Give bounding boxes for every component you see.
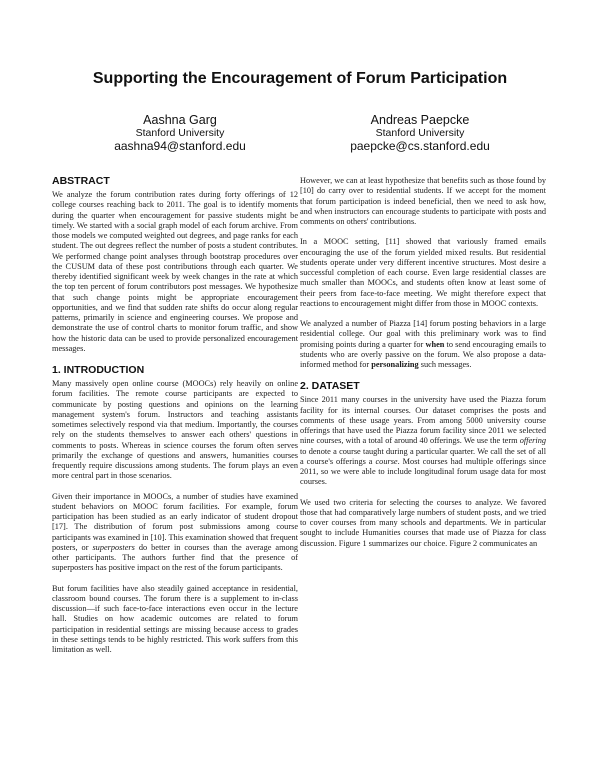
dataset-paragraph-1: Since 2011 many courses in the university have used the Piazza forum facility for its internal courses. Our dataset comprises the posts and comments of these usage years. From among 5000 university course offerings that have used the Piazza forum facility since 2011 we selected nine courses, with a total of around 40 offerings. We use the term offering to denote a course taught during a particular quarter. We call the set of all a course's offerings a course. Most courses had multiple offerings since 2011, so we were able to include longitudinal forum usage data for most courses. xyxy=(300,395,546,487)
emphasis-offering: offering xyxy=(519,436,546,446)
emphasis-when: when xyxy=(425,339,445,349)
right-column xyxy=(300,176,546,746)
emphasis-course: course xyxy=(375,456,398,466)
emphasis-personalizing: personalizing xyxy=(371,360,419,369)
intro-paragraph-6: We analyzed a number of Piazza [14] forum posting behaviors in a large residential college. Our goal with this preliminary work was to find promising points during a quarter for when to send encouraging emails to students who are overly passive on the forum. We also propose a data-informed method for personalizing such messages. xyxy=(300,319,546,369)
abstract-text: We analyze the forum contribution rates during forty offerings of 12 college courses reaching back to 2011. The goal is to identify moments during the quarter when encouragement for passive students might be timely. We started with a social graph model of each forum archive. From those models we computed weighted out degrees, and page ranks for each student. The out degrees reflect the number of posts a student contributes. We performed change point analyses through bootstrap procedures over the CUSUM data of these post contributions through each quarter. We thereby identified significant week by week changes in the rate at which the top ten percent of forum contributors post messages. We hypothesize that such change points might be appropriate encouragement opportunities, and we find that sudden rate shifts do occur along regular patterns, primarily in science and engineering courses. We propose and demonstrate the use of control charts to monitor forum traffic, and show how the historic data can be used to provide personalized encouragement messages. xyxy=(52,190,298,353)
author-name: Aashna Garg xyxy=(143,113,217,127)
abstract-heading: ABSTRACT xyxy=(52,175,110,187)
author-name: Andreas Paepcke xyxy=(370,113,470,127)
intro-paragraph-4: However, we can at least hypothesize that benefits such as those found by [10] do carry over to residential students. If we accept for the moment that forum participation is indeed beneficial, then we need to ask how, and when instructors can encourage students to participate with posts and comments on others' contributions. xyxy=(300,176,546,226)
author-affiliation: Stanford University xyxy=(135,127,225,139)
author-affiliation: Stanford University xyxy=(375,127,465,139)
dataset-heading: 2. DATASET xyxy=(300,380,360,393)
author-email: paepcke@cs.stanford.edu xyxy=(350,139,490,153)
intro-paragraph-5: In a MOOC setting, [11] showed that variously framed emails encouraging the use of the forum yielded mixed results. But residential students operate under very different incentive structures. Most desire a successful completion of each course. Even large residential classes are much smaller than MOOCs, and students often know at least some of their peers from face-to-face meeting. We might therefore expect that reactions to encouragement might differ from those in MOOC contexts. xyxy=(300,237,546,308)
author-email: aashna94@stanford.edu xyxy=(114,139,246,153)
intro-paragraph-2: Given their importance in MOOCs, a number of studies have examined student behaviors on MOOC forum facilities. For example, forum participation has been studied as an early indicator of student dropout [17]. The distribution of forum post submissions among course participants was examined in [10]. This examination showed that frequent posters, or superposters do better in courses than the average among other participants. The authors further find that the presence of superposters has positive impact on the rest of the forum participants. xyxy=(52,491,298,573)
intro-paragraph-1: Many massively open online course (MOOCs) rely heavily on online forum facilities. The remote course participants are expected to communicate by posting questions and opinions on the learning management system's forum. Instructors and teaching assistants sometimes selectively respond via that medium. Importantly, the courses rely on the students themselves to answer each others' questions in comments to posts. Whereas in science courses the forum often serves primarily the exchange of questions and answers, humanities courses frequently require discussions among students. The forum plays an even more central part in those scenarios. xyxy=(52,379,298,481)
introduction-heading: 1. INTRODUCTION xyxy=(52,364,145,376)
author-block-1 xyxy=(60,113,300,154)
intro-paragraph-3: But forum facilities have also steadily gained acceptance in residential, classroom bound courses. The forum there is a supplement to in-class discussion—if such face-to-face interactions even occur in the lecture hall. Studies on how academic outcomes are related to forum participation in residential settings are missing because access to grades in these settings tends to be highly restricted. This work suffers from this limitation as well. xyxy=(52,583,298,654)
dataset-paragraph-2: We used two criteria for selecting the courses to analyze. We favored those that had comparatively large numbers of student posts, and we tried to cover courses from many schools and departments. We in particular sought to include Humanities courses that made use of Piazza for class discussion. Figure 1 summarizes our choice. Figure 2 communicates an xyxy=(300,497,546,548)
emphasis-superposters: superposters xyxy=(92,542,135,552)
left-column xyxy=(52,175,298,745)
author-block-2 xyxy=(300,113,540,154)
paper-title: Supporting the Encouragement of Forum Participation xyxy=(92,70,508,87)
